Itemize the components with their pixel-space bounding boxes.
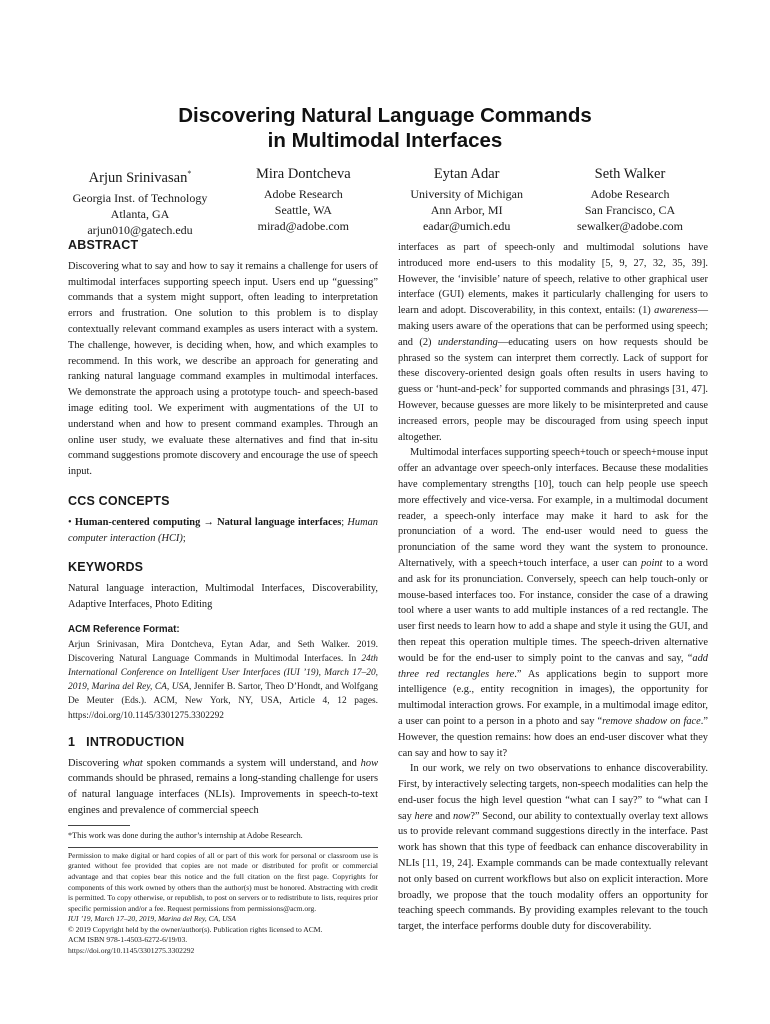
emphasis: remove shadow on face [602,715,701,727]
author-location: Seattle, WA [274,203,332,217]
emphasis: point [641,557,663,569]
text-run: —educating users on how requests should be phrased so the system can interpret them correctly. Lack of support for these discovery-oriented design goals often results in users having to guess or ‘hunt-and-peck’ for supported commands and phrasings [31, 47]. However, because guesses are more likely to be misinterpreted and cause increased errors, people may be discouraged from using speech input altogether. [398,336,708,443]
author-location: Ann Arbor, MI [430,203,503,217]
right-column [398,240,708,935]
text-run: and [432,810,454,822]
abstract-text: Discovering what to say and how to say it remains a challenge for users of multimodal interfaces supporting speech input. Users end up “guessing” commands that a system might support, often leading to interpretation errors and frustration. One solution to this problem is to display contextually relevant command examples as users interact with a system. The challenge, however, is deciding when, how, and which examples to recommend. In this work, we describe an approach for generating and ranking natural language command examples in multimodal interfaces. We demonstrate the approach using a prototype touch- and speech-based image editing tool. We experiment with augmentations of the UI to understand when and how to present command examples. Through an online user study, we evaluate these alternatives and find that in-situ command suggestions promote discovery and encourage the use of speech input. [68,260,378,478]
reference-authors: Arjun Srinivasan, Mira Dontcheva, Eytan Adar, and Seth Walker. 2019. Discovering Natural Language Commands in Multimodal Interfaces. In [68,639,378,664]
ccs-bullet: • [68,516,75,528]
author-affiliation: Adobe Research [590,187,670,201]
copyright-line: © 2019 Copyright held by the owner/author(s). Publication rights licensed to ACM. [68,924,323,934]
text-run: Multimodal interfaces supporting speech+touch or speech+mouse input offer an advantage over speech-only interfaces. Because these modalities have complementary strengths [10], touch can help people use speech more effectively and vice-versa. For example, in a multimodal document reader, a speech-only interface may make it hard to ask for the pronunciation of a word. The end-user would need to guess the pronunciation of the same word they want the system to pronounce. Alternatively, with a speech+touch interface, a user can [398,447,708,569]
author-name: Arjun Srinivasan [88,169,188,186]
author-footnote-mark: * [187,169,192,178]
author-email: sewalker@adobe.com [576,219,683,233]
author-location: Atlanta, GA [110,206,170,221]
author-4 [550,164,710,238]
author-1 [60,164,220,238]
intro-emphasis: how [360,757,378,769]
author-location: San Francisco, CA [584,203,676,217]
text-run: to a word and ask for its pronunciation. Conversely, speech can help touch-only or mouse-based interfaces too. For instance, consider the case of a drawing tool where a user wants to add multiple instances of a red rectangle. The user first needs to learn how to add a shape and style it using the GUI, and then repeat this operation multiple times. The speech-driven alternative would be for the end-user to simply point to the canvas and say, “ [398,557,708,664]
abstract-heading: ABSTRACT [68,238,139,252]
ccs-end: ; [182,532,186,544]
paper-title [0,103,770,153]
emphasis: here [414,810,433,822]
reference-details: , Jennifer B. Sartor, Theo D’Hondt, and Wolfgang De Meuter (Eds.). ACM, New York, NY, USA, Article 4, 12 pages. https://doi.org/10.1145/3301275.3302292 [68,682,378,721]
intro-text-part: Discovering [68,757,123,769]
text-run: .” As applications begin to support more intelligence (e.g., entity recognition in images), the opportunity for multimodal interaction grows. For example, in a multimodal image editor, a user can point to a person in a photo and say “ [398,668,708,727]
author-affiliation: Georgia Inst. of Technology [72,190,208,205]
permission-notice: Permission to make digital or hard copies of all or part of this work for personal or classroom use is granted without fee provided that copies are not made or distributed for profit or commercial advantage and that copies bear this notice and the full citation on the first page. Copyrights for components of this work owned by others than the author(s) must be honored. Abstracting with credit is permitted. To copy otherwise, or republish, to post on servers or to redistribute to lists, requires prior specific permission and/or a fee. Request permissions from permissions@acm.org. [68,850,378,913]
title-line-1: Discovering Natural Language Commands [178,104,592,127]
author-3 [387,164,547,238]
author-email: mirad@adobe.com [257,219,349,233]
author-2 [223,164,383,238]
author-block [60,164,710,238]
left-column [68,238,378,957]
author-name: Eytan Adar [433,166,500,182]
ccs-text [68,515,378,547]
emphasis: now [453,810,471,822]
author-name: Seth Walker [594,166,666,182]
text-run: interfaces as part of speech-only and multimodal solutions have introduced more end-users to this modality [5, 9, 27, 32, 35, 39]. However, the ‘invisible’ nature of speech, relative to other graphical user interface (GUI) elements, makes it particularly challenging for users to learn and adopt. Discoverability, in this context, entails: (1) [398,242,708,317]
conference-text: IUI ’19, March 17–20, 2019, Marina del Rey, CA, USA [68,914,237,924]
emphasis: understanding [437,336,498,348]
intro-paragraph-3 [398,761,708,935]
author-footnote: *This work was done during the author’s internship at Adobe Research. [68,830,303,840]
author-name: Mira Dontcheva [256,166,351,182]
ccs-heading: CCS CONCEPTS [68,493,170,508]
keywords-heading: KEYWORDS [68,560,144,575]
conference-line [68,914,378,925]
text-run: —making users aware of the operations that can be performed using speech; and (2) [398,305,708,348]
emphasis: awareness [654,305,698,317]
title-line-2: in Multimodal Interfaces [267,129,503,152]
intro-paragraph-1 [398,240,708,445]
intro-text-part: spoken commands a system will understand, and [142,757,361,769]
footnote-rule [68,825,130,826]
author-affiliation: University of Michigan [410,187,523,201]
intro-emphasis: what [122,757,143,769]
author-email: arjun010@gatech.edu [87,222,193,237]
intro-paragraph-2 [398,445,708,761]
reference-venue: 24th International Conference on Intelligent User Interfaces (IUI ’19), March 17–20, 2019, Marina del Rey, CA, USA [68,653,378,693]
ccs-concept-2: Human computer interaction (HCI) [68,516,378,544]
intro-text-part: commands should be phrased, remains a long-standing challenge for users of natural language interfaces (NLIs). Improvements in speech-to-text engines and prevalence of commercial speech [68,773,378,816]
text-run: In our work, we rely on two observations to enhance discoverability. First, by interactively selecting targets, non-speech modalities can help the end-user focus the high level question “what can I say?” to “what can I say [398,763,708,822]
introduction-heading: 1 INTRODUCTION [68,734,185,749]
text-run: .” However, the question remains: how does an end-user discover what they can say and how to say it? [398,715,708,759]
keywords-text: Natural language interaction, Multimodal Interfaces, Discoverability, Adaptive Interfaces, Photo Editing [68,583,378,610]
reference-format-heading: ACM Reference Format: [68,623,180,635]
reference-format-text [68,638,378,723]
author-email: eadar@umich.edu [422,219,511,233]
author-affiliation: Adobe Research [263,187,343,201]
ccs-concept: Human-centered computing → Natural language interfaces [74,516,342,528]
isbn-line: ACM ISBN 978-1-4503-6272-6/19/03. [68,935,188,945]
permission-rule [68,847,378,848]
introduction-text [68,756,378,819]
ccs-separator: ; [341,516,345,528]
text-run: ?” Second, our ability to contextually overlay text allows us to provide relevant command suggestions directly in the interface. Past work has shown that this type of feedback can enhance discoverability in NLIs [11, 19, 24]. Example commands can be made contextually relevant not only based on current workflows but also on explicit interaction. More broadly, we propose that the touch modality offers an opportunity for teaching speech commands. By providing examples relevant to the touch target, the interface performs double duty for discoverability. [398,810,708,933]
doi-line: https://doi.org/10.1145/3301275.3302292 [68,946,195,956]
emphasis: add three red rectangles here [398,652,708,680]
